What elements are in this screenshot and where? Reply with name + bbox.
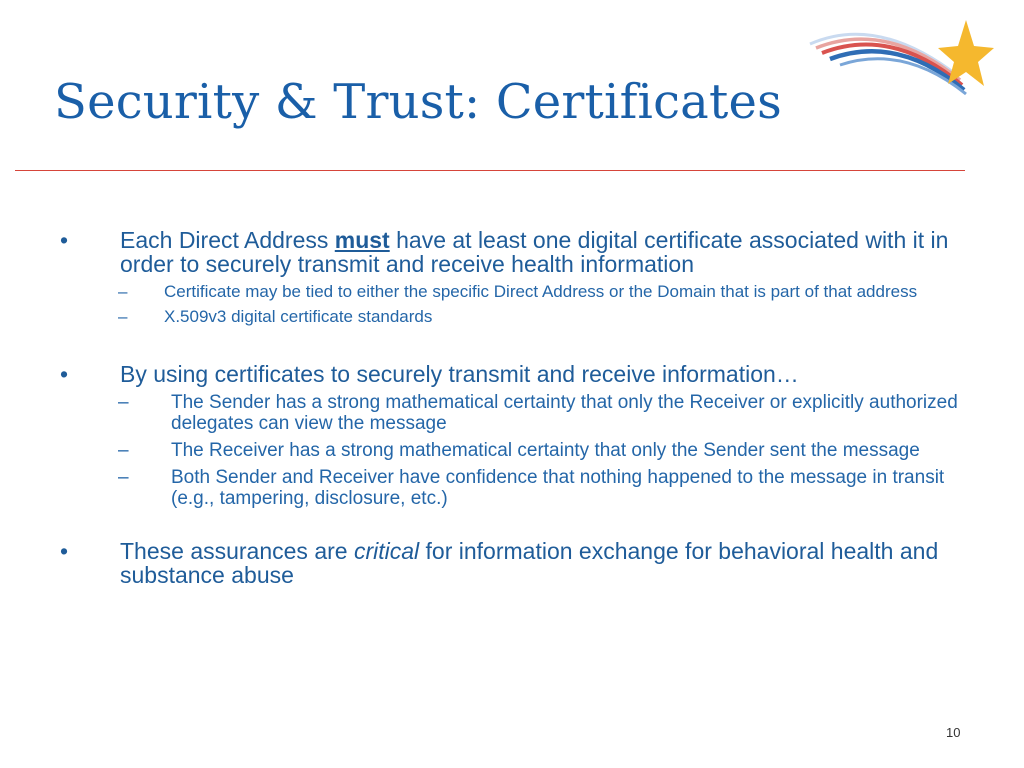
sub-bullet-text: Certificate may be tied to either the specific Direct Address or the Domain that is part of that address [164,282,918,301]
shooting-star-logo [808,14,998,102]
dash-icon: – [118,307,128,326]
sub-bullet-certificate-scope [56,282,976,301]
sub-bullet-text: The Receiver has a strong mathematical certainty that only the Sender sent the message [171,440,920,461]
sub-bullet-transit-confidence [56,467,976,509]
bullet-assurances-critical [56,539,976,587]
emphasis-critical: critical [353,538,420,564]
dash-icon: – [118,392,129,413]
bullet-icon: • [60,361,69,387]
bullet-icon: • [60,538,69,564]
page-number: 10 [946,725,961,740]
emphasis-must: must [334,227,390,253]
bullet-direct-address [56,228,976,276]
slide-body [56,228,976,587]
bullet-text-post: have at least one digital certificate associated with it in order to securely transmit and receive health information [120,227,949,277]
dash-icon: – [118,467,129,488]
sub-bullet-text: X.509v3 digital certificate standards [164,307,433,326]
bullet-text: By using certificates to securely transmit and receive information… [120,361,799,387]
bullet-text-pre: These assurances are [120,538,354,564]
sub-bullet-receiver-certainty [56,440,976,461]
sub-bullet-x509 [56,307,976,326]
sub-bullet-text: The Sender has a strong mathematical certainty that only the Receiver or explicitly authorized delegates can view the message [171,392,958,434]
dash-icon: – [118,282,128,301]
title-divider [15,170,965,171]
bullet-using-certificates [56,362,976,386]
sub-bullet-text: Both Sender and Receiver have confidence that nothing happened to the message in transit (e.g., tampering, disclosure, etc.) [171,467,945,509]
bullet-text-pre: Each Direct Address [120,227,335,253]
dash-icon: – [118,440,129,461]
bullet-text-post: for information exchange for behavioral health and substance abuse [120,538,939,588]
sub-bullet-sender-certainty [56,392,976,434]
bullet-icon: • [60,227,69,253]
slide-title: Security & Trust: Certificates [54,74,782,130]
